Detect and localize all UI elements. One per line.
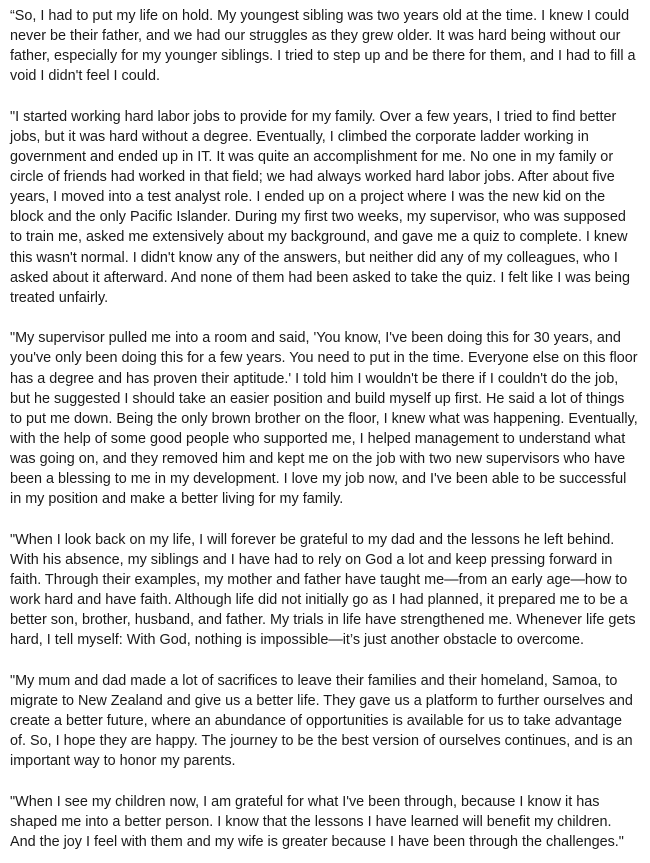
paragraph-6: "When I see my children now, I am grateful for what I've been through, because I know it has shaped me into a better person. I know that the lessons I have learned will benefit my children. And the joy I feel with them and my wife is greater because I have been through the challenges." <box>10 793 624 850</box>
paragraph-4: "When I look back on my life, I will forever be grateful to my dad and the lessons he left behind. With his absence, my siblings and I have had to rely on God a lot and keep pressing forward in faith. Through their examples, my mother and father have taught me—from an early age—how to work hard and have faith. Although life did not initially go as I had planned, it prepared me to be a better son, brother, husband, and father. My trials in life have strengthened me. Whenever life gets hard, I tell myself: With God, nothing is impossible—it’s just another obstacle to overcome. <box>10 531 636 649</box>
paragraph-3: "My supervisor pulled me into a room and said, 'You know, I've been doing this for 30 years, and you've only been doing this for a few years. You need to put in the time. Everyone else on this floor has a degree and has proven their aptitude.' I told him I wouldn't be there if I couldn't do the job, but he suggested I should take an easier position and build myself up first. He said a lot of things to put me down. Being the only brown brother on the floor, I knew what was happening. Eventually, with the help of some good people who supported me, I helped management to understand what was going on, and they removed him and kept me on the job with two new supervisors who have been a blessing to me in my development. I love my job now, and I've been able to be successful in my position and make a better living for my family. <box>10 330 638 508</box>
paragraph-2: "I started working hard labor jobs to provide for my family. Over a few years, I tried to find better jobs, but it was hard without a degree. Eventually, I climbed the corporate ladder working in government and ended up in IT. It was quite an accomplishment for me. No one in my family or circle of friends had worked in that field; we had always worked hard labor jobs. After about five years, I moved into a test analyst role. I ended up on a project where I was the new kid on the block and the only Pacific Islander. During my first two weeks, my supervisor, who was supposed to train me, asked me extensively about my background, and gave me a quiz to complete. I knew this wasn't normal. I didn't know any of the answers, but neither did any of my colleagues, who I asked about it afterward. And none of them had been asked to take the quiz. I felt like I was being treated unfairly. <box>10 108 630 306</box>
paragraph-1: “So, I had to put my life on hold. My youngest sibling was two years old at the time. I knew I could never be their father, and we had our struggles as they grew older. It was hard being without our father, especially for my younger siblings. I tried to step up and be there for them, and I had to fill a void I didn't feel I could. <box>10 8 636 85</box>
paragraph-5: "My mum and dad made a lot of sacrifices to leave their families and their homeland, Samoa, to migrate to New Zealand and give us a better life. They gave us a platform to further ourselves and create a better future, where an abundance of opportunities is available for us to take advantage of. So, I hope they are happy. The journey to be the best version of ourselves continues, and is an important way to honor my parents. <box>10 672 633 770</box>
